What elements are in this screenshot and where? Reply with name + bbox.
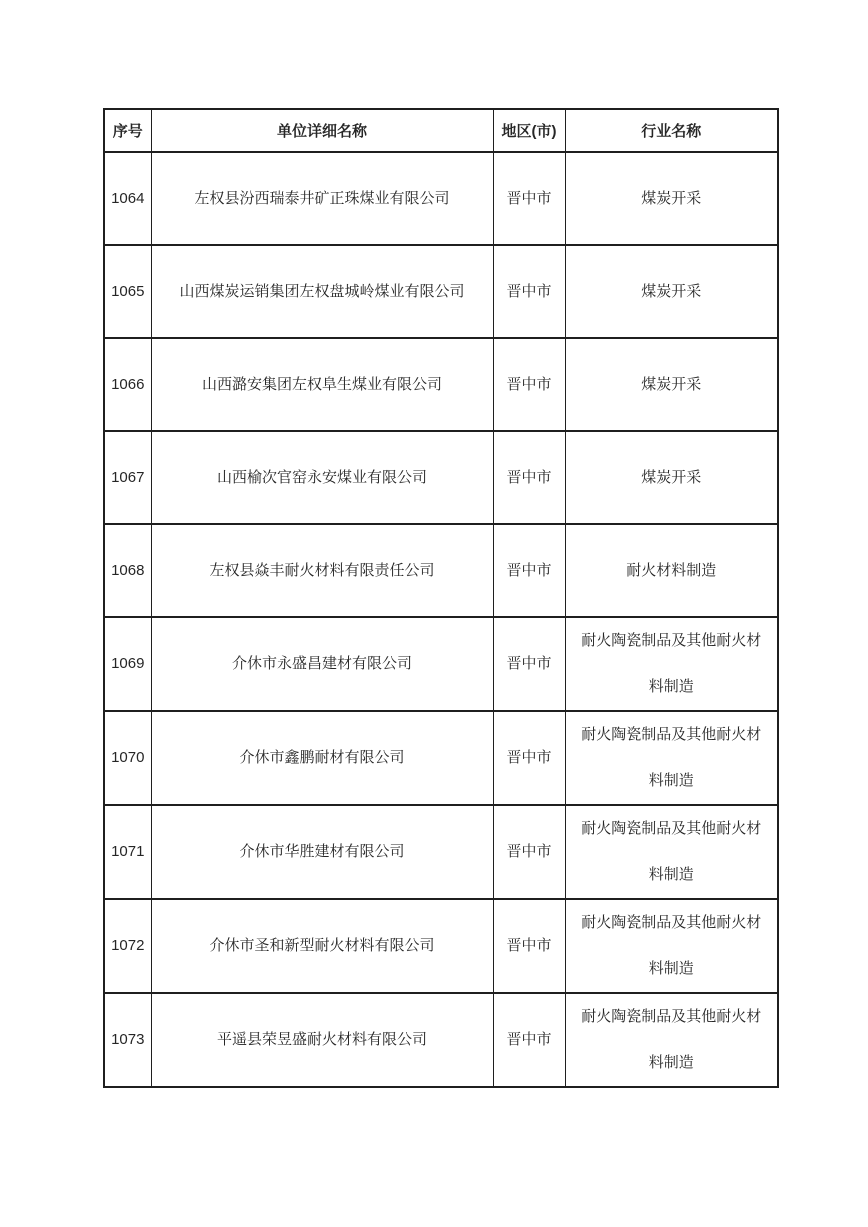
table-row [104, 431, 778, 524]
table-row [104, 617, 778, 711]
cell-industry: 耐火陶瓷制品及其他耐火材料制造 [565, 711, 778, 805]
cell-region: 晋中市 [493, 338, 565, 431]
cell-index: 1065 [104, 245, 151, 338]
cell-index: 1066 [104, 338, 151, 431]
cell-name: 左权县焱丰耐火材料有限责任公司 [151, 524, 493, 617]
cell-industry: 耐火陶瓷制品及其他耐火材料制造 [565, 993, 778, 1087]
cell-name: 介休市鑫鹏耐材有限公司 [151, 711, 493, 805]
table-row [104, 524, 778, 617]
cell-industry: 煤炭开采 [565, 338, 778, 431]
header-index: 序号 [104, 109, 151, 152]
cell-region: 晋中市 [493, 524, 565, 617]
cell-name: 介休市华胜建材有限公司 [151, 805, 493, 899]
cell-industry: 耐火材料制造 [565, 524, 778, 617]
cell-index: 1073 [104, 993, 151, 1087]
table-row [104, 338, 778, 431]
cell-industry: 耐火陶瓷制品及其他耐火材料制造 [565, 899, 778, 993]
cell-index: 1072 [104, 899, 151, 993]
cell-index: 1067 [104, 431, 151, 524]
table-row [104, 899, 778, 993]
header-industry: 行业名称 [565, 109, 778, 152]
cell-region: 晋中市 [493, 711, 565, 805]
cell-region: 晋中市 [493, 431, 565, 524]
cell-name: 平遥县荣昱盛耐火材料有限公司 [151, 993, 493, 1087]
cell-name: 山西煤炭运销集团左权盘城岭煤业有限公司 [151, 245, 493, 338]
cell-index: 1071 [104, 805, 151, 899]
cell-name: 介休市圣和新型耐火材料有限公司 [151, 899, 493, 993]
cell-region: 晋中市 [493, 245, 565, 338]
cell-region: 晋中市 [493, 152, 565, 245]
cell-name: 左权县汾西瑞泰井矿正珠煤业有限公司 [151, 152, 493, 245]
header-region: 地区(市) [493, 109, 565, 152]
cell-region: 晋中市 [493, 617, 565, 711]
cell-industry: 煤炭开采 [565, 431, 778, 524]
header-name: 单位详细名称 [151, 109, 493, 152]
cell-industry: 耐火陶瓷制品及其他耐火材料制造 [565, 617, 778, 711]
table-row [104, 152, 778, 245]
company-table [103, 108, 779, 1088]
cell-region: 晋中市 [493, 805, 565, 899]
cell-region: 晋中市 [493, 899, 565, 993]
table-header-row [104, 109, 778, 152]
cell-index: 1064 [104, 152, 151, 245]
cell-industry: 煤炭开采 [565, 245, 778, 338]
cell-name: 介休市永盛昌建材有限公司 [151, 617, 493, 711]
cell-industry: 耐火陶瓷制品及其他耐火材料制造 [565, 805, 778, 899]
cell-name: 山西潞安集团左权阜生煤业有限公司 [151, 338, 493, 431]
cell-name: 山西榆次官窑永安煤业有限公司 [151, 431, 493, 524]
cell-index: 1068 [104, 524, 151, 617]
table-row [104, 993, 778, 1087]
cell-index: 1070 [104, 711, 151, 805]
cell-index: 1069 [104, 617, 151, 711]
table-row [104, 805, 778, 899]
cell-region: 晋中市 [493, 993, 565, 1087]
table-row [104, 711, 778, 805]
table-row [104, 245, 778, 338]
cell-industry: 煤炭开采 [565, 152, 778, 245]
